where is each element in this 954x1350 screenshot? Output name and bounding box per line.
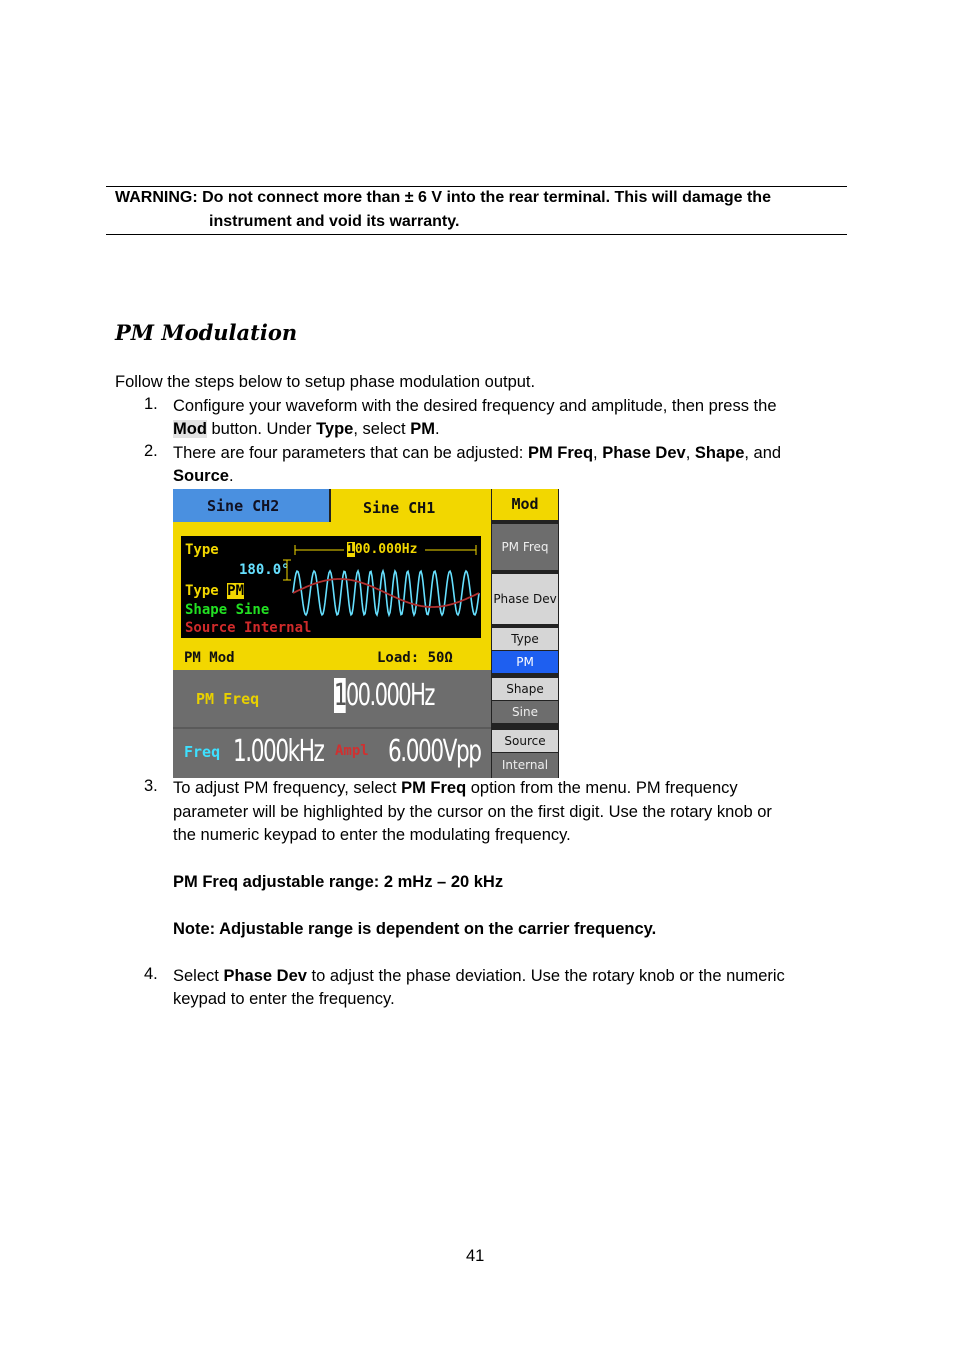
phase-value: 180.0° [239,562,290,578]
step-3-line-2: parameter will be highlighted by the cursor on the first digit. Use the rotary knob or [173,803,772,821]
step-3-line-1: To adjust PM frequency, select PM Freq option from the menu. PM frequency [173,779,738,797]
softkey-shape[interactable]: Shape [492,678,558,700]
warning-line-2: instrument and void its warranty. [209,213,460,230]
step-2-line-2: Source. [173,467,234,485]
status-bar [173,647,491,670]
param-row [173,670,491,727]
softkey-source[interactable]: Source [492,730,558,752]
param-label: PM Freq [196,690,260,708]
mode-label: PM Mod [184,650,235,666]
note-text: Note: Adjustable range is dependent on the carrier frequency. [173,920,657,938]
waveform-display [181,536,481,638]
section-title: PM Modulation [115,320,298,345]
source-line: Source Internal [185,620,312,636]
device-screen [173,489,559,778]
tab-ch2-label: Sine CH2 [207,497,280,515]
wave-type-label: Type [185,542,219,558]
step-4-line-1: Select Phase Dev to adjust the phase deviation. Use the rotary knob or the numeric [173,967,785,985]
step-4-number: 4. [144,965,158,983]
warning-bottom-rule [106,234,847,235]
ampl-value: 6.000Vpp [388,734,481,769]
param-value: 100.000Hz [334,678,434,713]
step-1-number: 1. [144,395,158,413]
type-line: Type PM [185,583,245,599]
range-text: PM Freq adjustable range: 2 mHz – 20 kHz [173,873,504,891]
step-2-number: 2. [144,442,158,460]
freq-value: 1.000kHz [233,734,324,769]
intro-text: Follow the steps below to setup phase modulation output. [115,373,536,391]
step-3-number: 3. [144,777,158,795]
mod-button-ref: Mod [173,420,207,438]
warning-line-1: WARNING: Do not connect more than ± 6 V into the rear terminal. This will damage the [115,189,771,206]
page-number: 41 [466,1247,485,1265]
softkey-source-value: Internal [492,753,558,778]
softkey-type-value: PM [492,651,558,673]
summary-row [173,729,491,778]
shape-line: Shape Sine [185,602,270,618]
tab-ch2 [173,489,331,522]
softkey-pm-freq[interactable]: PM Freq [492,524,558,570]
softkey-phase-dev[interactable]: Phase Dev [492,574,558,624]
param-cursor-digit: 1 [334,678,346,713]
modulating-wave [293,579,479,607]
type-value-badge: PM [227,583,245,599]
softkey-shape-value: Sine [492,701,558,723]
step-4-line-2: keypad to enter the frequency. [173,990,395,1008]
step-1-line-2: Mod button. Under Type, select PM. [173,420,440,438]
freq-marker: 100.000Hz [347,542,418,557]
step-1-line-1: Configure your waveform with the desired frequency and amplitude, then press the [173,397,777,415]
ampl-label: Ampl [335,743,369,759]
step-2-line-1: There are four parameters that can be adjusted: PM Freq, Phase Dev, Shape, and [173,444,782,462]
softkey-type[interactable]: Type [492,628,558,650]
step-3-line-3: the numeric keypad to enter the modulating frequency. [173,826,571,844]
tab-ch1-label: Sine CH1 [363,499,436,517]
freq-label: Freq [184,743,221,761]
waveform-graph [181,536,481,638]
menu-title: Mod [492,489,558,520]
load-label: Load: 50Ω [377,650,453,666]
